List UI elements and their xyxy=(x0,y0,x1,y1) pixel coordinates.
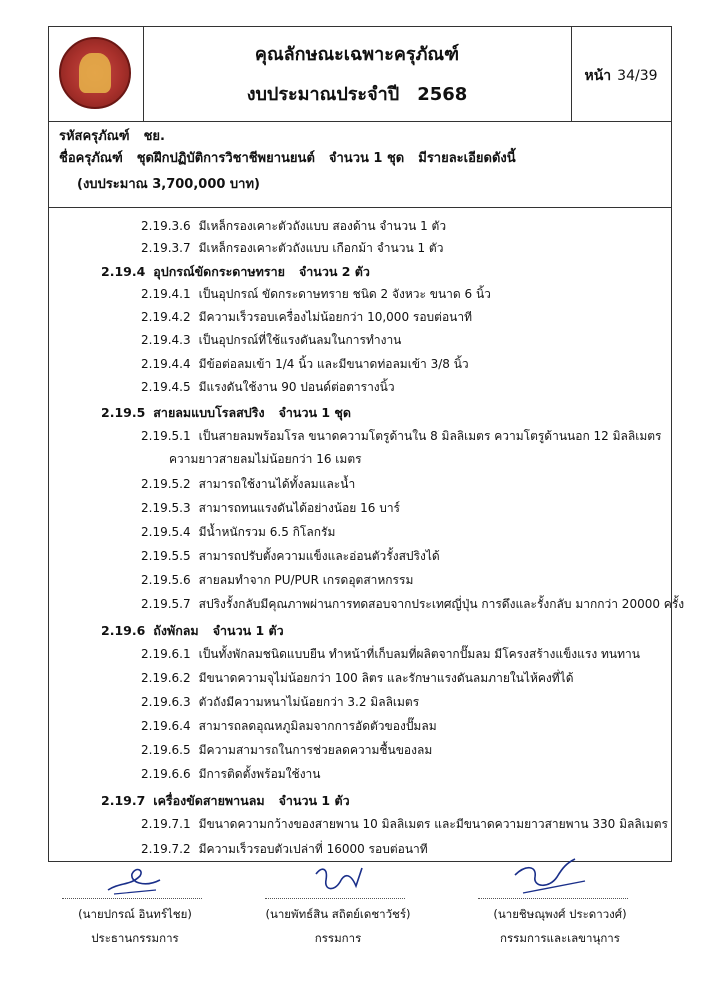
spec-item xyxy=(141,741,432,760)
item-number: 2.19.7.1 xyxy=(141,817,191,831)
spec-item xyxy=(169,450,362,469)
spec-item xyxy=(141,427,662,446)
section-heading xyxy=(101,791,350,811)
spec-item xyxy=(141,815,668,834)
section-heading xyxy=(101,403,351,423)
item-text: เป็นอุปกรณ์ ขัดกระดาษทราย ชนิด 2 จังหวะ ขนาด 6 นิ้ว xyxy=(198,287,491,301)
item-text: มีขนาดความกว้างของสายพาน 10 มิลลิเมตร และมีขนาดความยาวสายพาน 330 มิลลิเมตร xyxy=(198,817,668,831)
item-number: 2.19.6.3 xyxy=(141,695,191,709)
item-number: 2.19.6.6 xyxy=(141,767,191,781)
signer-name: (นายชิษณุพงศ์ ประดาวงศ์) xyxy=(493,907,627,921)
item-number: 2.19.4.1 xyxy=(141,287,191,301)
spec-item xyxy=(141,499,400,518)
signature-scribble-icon xyxy=(505,855,595,900)
item-text: มีขนาดความจุไม่น้อยกว่า 100 ลิตร และรักษาแรงดันลมภายในไห้คงที่ได้ xyxy=(198,671,574,685)
page-title: คุณลักษณะเฉพาะครุภัณฑ์ xyxy=(254,44,460,65)
spec-item xyxy=(141,717,437,736)
spec-item xyxy=(141,378,395,397)
item-text: ถังพักลม xyxy=(153,623,199,638)
item-name-value: ชุดฝึกปฏิบัติการวิชาชีพยานยนต์ xyxy=(136,151,315,166)
page-label: หน้า xyxy=(584,68,612,84)
item-number: 2.19.4 xyxy=(101,264,146,279)
spec-item xyxy=(141,475,355,494)
section-heading xyxy=(101,262,370,282)
item-text: ความยาวสายลมไม่น้อยกว่า 16 เมตร xyxy=(169,452,362,466)
spec-item xyxy=(141,355,469,374)
item-text: สามารถปรับตั้งความแข็งและอ่อนตัวรั้งสปริงได้ xyxy=(198,549,440,563)
section-heading xyxy=(101,621,284,641)
item-number: 2.19.5.6 xyxy=(141,573,191,587)
signature-scribble-icon xyxy=(100,860,170,900)
item-text: มีน้ำหนักรวม 6.5 กิโลกรัม xyxy=(198,525,336,539)
item-text: มีแรงดันใช้งาน 90 ปอนด์ต่อตารางนิ้ว xyxy=(198,380,395,394)
item-code-row xyxy=(59,125,165,146)
spec-item xyxy=(141,645,640,664)
item-text: สามารถใช้งานได้ทั้งลมและน้ำ xyxy=(198,477,356,491)
item-number: 2.19.7.2 xyxy=(141,842,191,856)
signer-role: กรรมการและเลขานุการ xyxy=(500,931,620,945)
spec-table xyxy=(48,26,685,862)
logo-cell xyxy=(49,27,144,121)
item-text: มีเหล็กรองเคาะตัวถังแบบ สองด้าน จำนวน 1 ตัว xyxy=(198,219,447,233)
item-text: มีเหล็กรองเคาะตัวถังแบบ เกือกม้า จำนวน 1 ตัว xyxy=(198,241,444,255)
spec-item xyxy=(141,523,335,542)
item-text: เป็นสายลมพร้อมโรล ขนาดความโตรูด้านใน 8 มิลลิเมตร ความโตรูด้านนอก 12 มิลลิเมตร xyxy=(198,429,662,443)
item-text: สามารถลดอุณหภูมิลมจากการอัดตัวของปั๊มลม xyxy=(198,719,437,733)
title-cell xyxy=(143,27,572,121)
item-quantity: จำนวน 1 ตัว xyxy=(212,623,284,638)
signer-name: (นายปกรณ์ อินทร์ไชย) xyxy=(78,907,192,921)
item-number: 2.19.5.7 xyxy=(141,597,191,611)
spec-item xyxy=(141,285,491,304)
item-name-label: ชื่อครุภัณฑ์ xyxy=(59,151,123,166)
page-number xyxy=(571,65,671,87)
item-number: 2.19.6.5 xyxy=(141,743,191,757)
spec-item xyxy=(141,595,684,614)
item-text: ตัวถังมีความหนาไม่น้อยกว่า 3.2 มิลลิเมตร xyxy=(198,695,420,709)
item-text: อุปกรณ์ขัดกระดาษทราย xyxy=(153,264,285,279)
budget-year-value: 2568 xyxy=(417,84,468,105)
item-name-row xyxy=(59,147,516,168)
item-text: มีความเร็วรอบเครื่องไม่น้อยกว่า 10,000 รอบต่อนาที xyxy=(198,310,473,324)
item-code-label: รหัสครุภัณฑ์ xyxy=(59,129,130,144)
item-info xyxy=(49,121,671,208)
spec-item xyxy=(141,571,413,590)
item-number: 2.19.3.6 xyxy=(141,219,191,233)
spec-item xyxy=(141,765,321,784)
signer-role: กรรมการ xyxy=(314,931,362,945)
item-number: 2.19.5.2 xyxy=(141,477,191,491)
spec-item xyxy=(141,693,419,712)
item-number: 2.19.7 xyxy=(101,793,146,808)
spec-item xyxy=(141,547,440,566)
item-number: 2.19.3.7 xyxy=(141,241,191,255)
item-text: สปริงรั้งกลับมีคุณภาพผ่านการทดสอบจากประเทศญี่ปุ่น การดึงและรั้งกลับ มากกว่า 20000 ครั้ง xyxy=(198,597,685,611)
signer-role: ประธานกรรมการ xyxy=(91,931,179,945)
spec-item xyxy=(141,331,401,350)
item-text: มีความเร็วรอบตัวเปล่าที่ 16000 รอบต่อนาที xyxy=(198,842,428,856)
item-code-value: ชย. xyxy=(143,129,165,144)
header-row xyxy=(49,27,671,122)
page-cell xyxy=(571,27,671,121)
item-number: 2.19.6 xyxy=(101,623,146,638)
item-number: 2.19.6.2 xyxy=(141,671,191,685)
item-number: 2.19.5.5 xyxy=(141,549,191,563)
item-number: 2.19.4.5 xyxy=(141,380,191,394)
item-text: สามารถทนแรงดันได้อย่างน้อย 16 บาร์ xyxy=(198,501,400,515)
item-text: เป็นทั้งพักลมชนิดแบบยืน ทำหน้าที่เก็บลมที่ผลิตจากปั๊มลม มีโครงสร้างแข็งแรง ทนทาน xyxy=(198,647,640,661)
budget-year-label: งบประมาณประจำปี xyxy=(246,84,400,105)
spec-item xyxy=(141,308,472,327)
item-quantity: จำนวน 1 ตัว xyxy=(278,793,350,808)
item-quantity: จำนวน 2 ตัว xyxy=(298,264,370,279)
item-number: 2.19.6.4 xyxy=(141,719,191,733)
spec-item xyxy=(141,239,443,258)
signer-name: (นายพัทธ์สิน สถิตย์เดชาวัชร์) xyxy=(265,907,411,921)
item-text: สายลมทำจาก PU/PUR เกรดอุตสาหกรรม xyxy=(198,573,414,587)
item-text: เครื่องขัดสายพานลม xyxy=(153,793,265,808)
item-quantity: จำนวน 1 ชุด xyxy=(278,405,352,420)
item-text: เป็นอุปกรณ์ที่ใช้แรงดันลมในการทำงาน xyxy=(198,333,402,347)
item-quantity: จำนวน 1 ชุด xyxy=(328,151,405,166)
budget-year-title xyxy=(143,79,571,108)
spec-item xyxy=(141,669,574,688)
item-number: 2.19.4.2 xyxy=(141,310,191,324)
spec-item xyxy=(141,217,446,236)
item-text: มีการติดตั้งพร้อมใช้งาน xyxy=(198,767,321,781)
page-value: 34/39 xyxy=(617,68,658,84)
item-number: 2.19.5 xyxy=(101,405,146,420)
item-number: 2.19.5.1 xyxy=(141,429,191,443)
item-text: มีความสามารถในการช่วยลดความชื้นของลม xyxy=(198,743,433,757)
item-budget: (งบประมาณ 3,700,000 บาท) xyxy=(77,177,260,192)
item-number: 2.19.5.4 xyxy=(141,525,191,539)
vocational-education-seal-icon xyxy=(59,37,131,109)
item-number: 2.19.6.1 xyxy=(141,647,191,661)
item-number: 2.19.4.4 xyxy=(141,357,191,371)
item-text: มีข้อต่อลมเข้า 1/4 นิ้ว และมีขนาดท่อลมเข้า 3/8 นิ้ว xyxy=(198,357,469,371)
signature-scribble-icon xyxy=(310,862,370,902)
item-number: 2.19.4.3 xyxy=(141,333,191,347)
item-number: 2.19.5.3 xyxy=(141,501,191,515)
item-text: สายลมแบบโรลสปริง xyxy=(153,405,265,420)
spec-item xyxy=(141,840,428,859)
item-detail-note: มีรายละเอียดดังนี้ xyxy=(418,151,516,166)
